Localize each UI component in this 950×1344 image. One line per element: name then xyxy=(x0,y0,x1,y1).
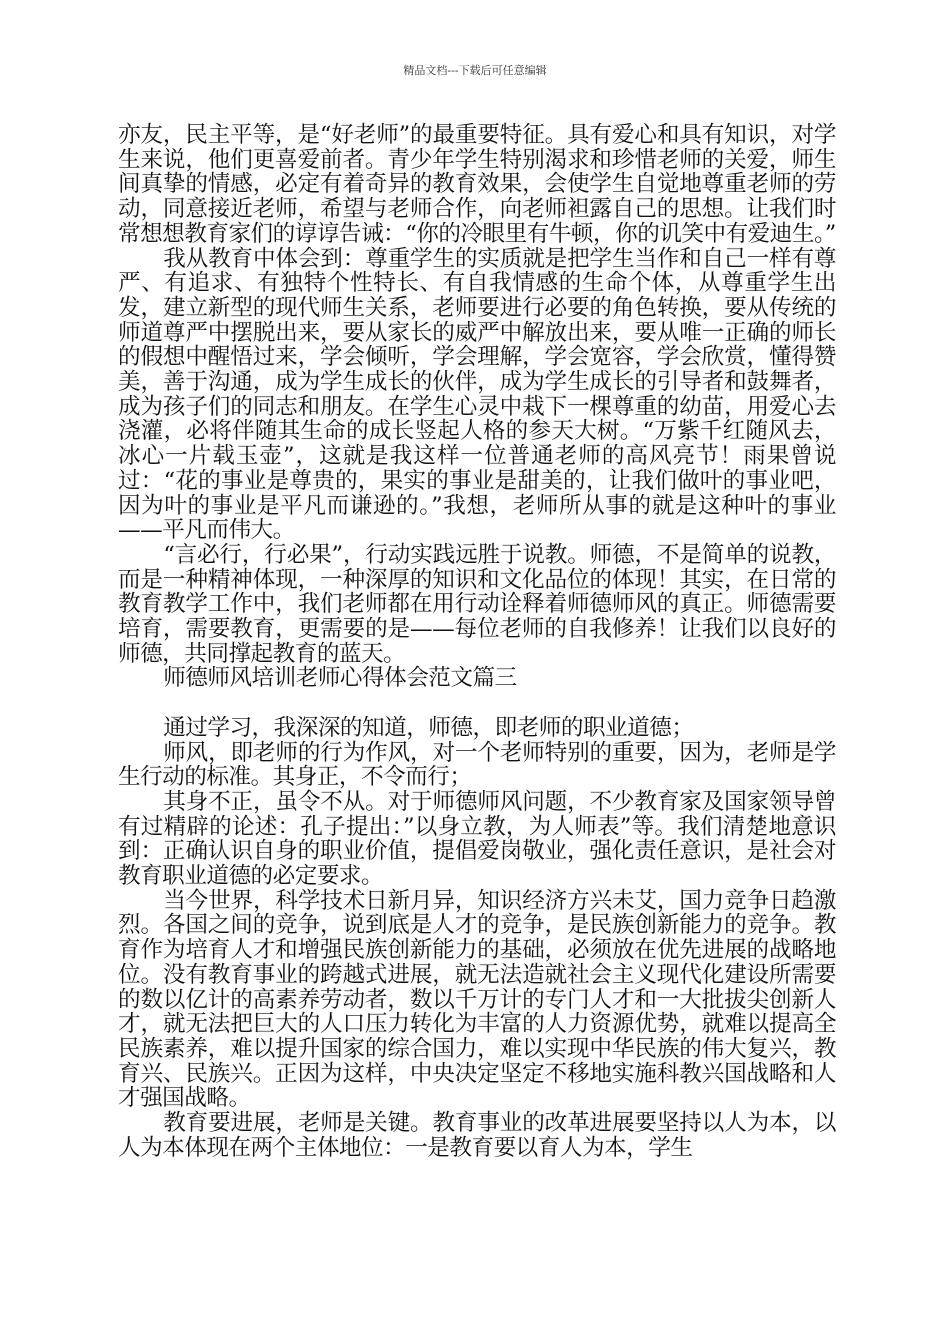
section-title: 师德师风培训老师心得体会范文篇三 xyxy=(163,665,517,692)
paragraph: 我从教育中体会到：尊重学生的实质就是把学生当作和自己一样有尊严、有追求、有独特个性特长、有自我情感的生命个体，从尊重学生出发，建立新型的现代师生关系，老师要进行必要的角色转换，要从传统的师道尊严中摆脱出来，要从家长的威严中解放出来，要从唯一正确的师长的假想中醒悟过来，学会倾听，学会理解，学会宽容，学会欣赏，懂得赞美，善于沟通，成为学生成长的伙伴，成为学生成长的引导者和鼓舞者，成为孩子们的同志和朋友。在学生心灵中栽下一棵尊重的幼苗，用爱心去浇灌，必将伴随其生命的成长竖起人格的参天大树。“万紫千红随风去，冰心一片载玉壶”，这就是我这样一位普通老师的高风亮节！雨果曾说过：“花的事业是尊贵的，果实的事业是甜美的，让我们做叶的事业吧，因为叶的事业是平凡而谦逊的。”我想，老师所从事的就是这种叶的事业——平凡而伟大。 xyxy=(118,245,836,544)
paragraph: 亦友，民主平等，是“好老师”的最重要特征。具有爱心和具有知识，对学生来说，他们更喜爱前者。青少年学生特别渴求和珍惜老师的关爱，师生间真挚的情感，必定有着奇异的教育效果，会使学生自觉地尊重老师的劳动，同意接近老师，希望与老师合作，向老师袒露自己的思想。让我们时常想想教育家们的谆谆告诫：“你的冷眼里有牛顿，你的讥笑中有爱迪生。” xyxy=(118,122,836,247)
paragraph: 教育要进展，老师是关键。教育事业的改革进展要坚持以人为本，以人为本体现在两个主体地位：一是教育要以育人为本，学生 xyxy=(118,1110,836,1161)
blank-line xyxy=(118,691,836,716)
paragraph: “言必行，行必果”，行动实践远胜于说教。师德，不是简单的说教，而是一种精神体现，一种深厚的知识和文化品位的体现！其实，在日常的教育教学工作中，我们老师都在用行动诠释着师德师风的真正。师德需要培育，需要教育，更需要的是——每位老师的自我修养！让我们以良好的师德，共同撑起教育的蓝天。 xyxy=(118,541,836,667)
paragraph: 其身不正，虽令不从。对于师德师风问题，不少教育家及国家领导曾有过精辟的论述：孔子提出：”以身立教，为人师表”等。我们清楚地意识到：正确认识自身的职业价值，提倡爱岗敬业，强化责任意识，是社会对教育职业道德的必定要求。 xyxy=(118,788,836,890)
page-header: 精品文档---下载后可任意编辑 xyxy=(403,64,547,77)
paragraph: 通过学习，我深深的知道，师德，即老师的职业道德； xyxy=(163,714,694,741)
document-body xyxy=(118,123,836,1161)
paragraph: 当今世界，科学技术日新月异，知识经济方兴未艾，国力竞争日趋激烈。各国之间的竞争，说到底是人才的竞争，是民族创新能力的竞争。教育作为培育人才和增强民族创新能力的基础，必须放在优先进展的战略地位。没有教育事业的跨越式进展，就无法造就社会主义现代化建设所需要的数以亿计的高素养劳动者，数以千万计的专门人才和一大批拔尖创新人才，就无法把巨大的人口压力转化为丰富的人力资源优势，就难以提高全民族素养，难以提升国家的综合国力，难以实现中华民族的伟大复兴，教育兴、民族兴。正因为这样，中央决定坚定不移地实施科教兴国战略和人才强国战略。 xyxy=(118,887,836,1112)
paragraph: 师风，即老师的行为作风，对一个老师特别的重要，因为，老师是学生行动的标准。其身正，不令而行； xyxy=(118,739,836,791)
